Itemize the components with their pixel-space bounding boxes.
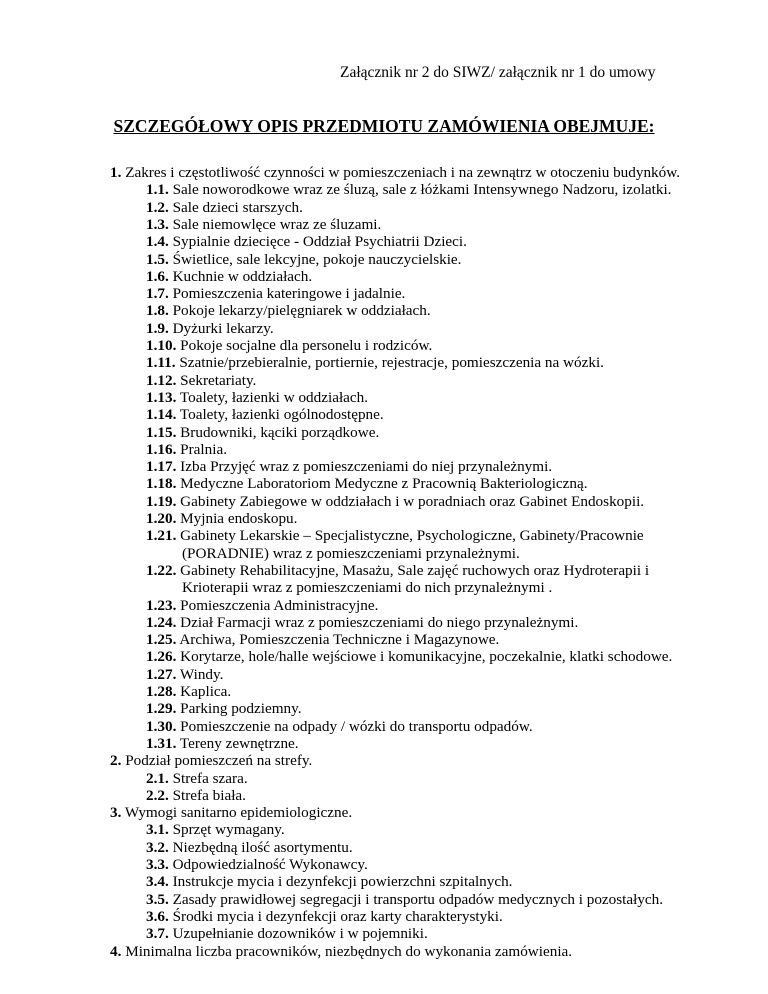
subsection-item: 1.14. Toalety, łazienki ogólnodostępne. xyxy=(146,406,384,424)
subsection-item: 1.12. Sekretariaty. xyxy=(146,371,257,389)
subsection-item: 3.4. Instrukcje mycia i dezynfekcji powierzchni szpitalnych. xyxy=(146,873,513,891)
subsection-item: 1.3. Sale niemowlęce wraz ze śluzami. xyxy=(146,215,382,233)
subsection-item: 1.11. Szatnie/przebieralnie, portiernie, rejestracje, pomieszczenia na wózki. xyxy=(146,354,604,372)
subsection-item: 3.6. Środki mycia i dezynfekcji oraz karty charakterystyki. xyxy=(146,907,503,925)
subsection-item: 1.22. Gabinety Rehabilitacyjne, Masażu, Sale zajęć ruchowych oraz Hydroterapii i xyxy=(146,561,650,579)
subsection-item: 1.25. Archiwa, Pomieszczenia Techniczne i Magazynowe. xyxy=(146,631,500,649)
section-item: 2. Podział pomieszczeń na strefy. xyxy=(110,752,313,770)
subsection-item: 1.8. Pokoje lekarzy/pielęgniarek w oddziałach. xyxy=(146,302,431,320)
subsection-item: 1.28. Kaplica. xyxy=(146,683,232,700)
page-title: SZCZEGÓŁOWY OPIS PRZEDMIOTU ZAMÓWIENIA OBEJMUJE: xyxy=(113,116,655,136)
subsection-item: 1.2. Sale dzieci starszych. xyxy=(146,198,303,216)
subsection-item: 1.30. Pomieszczenie na odpady / wózki do transportu odpadów. xyxy=(146,717,533,735)
subsection-item: 1.16. Pralnia. xyxy=(146,440,227,458)
subsection-item: 1.20. Myjnia endoskopu. xyxy=(146,510,298,527)
subsection-item: 2.2. Strefa biała. xyxy=(146,786,246,804)
subsection-item: 1.17. Izba Przyjęć wraz z pomieszczeniami do niej przynależnymi. xyxy=(146,458,553,476)
subsection-item: 1.10. Pokoje socjalne dla personelu i rodziców. xyxy=(146,337,433,354)
subsection-continuation: Krioterapii wraz z pomieszczeniami do nich przynależnymi . xyxy=(182,579,553,597)
subsection-item: 1.7. Pomieszczenia kateringowe i jadalnie. xyxy=(146,285,406,303)
subsection-item: 1.6. Kuchnie w oddziałach. xyxy=(146,267,313,285)
subsection-item: 1.29. Parking podziemny. xyxy=(146,700,302,718)
subsection-item: 3.7. Uzupełnianie dozowników i w pojemniki. xyxy=(146,925,428,943)
subsection-item: 1.21. Gabinety Lekarskie – Specjalistyczne, Psychologiczne, Gabinety/Pracownie xyxy=(146,527,644,545)
subsection-item: 3.2. Niezbędną ilość asortymentu. xyxy=(146,838,353,856)
subsection-item: 1.9. Dyżurki lekarzy. xyxy=(146,319,274,337)
subsection-item: 1.31. Tereny zewnętrzne. xyxy=(146,734,299,752)
subsection-item: 1.24. Dział Farmacji wraz z pomieszczeniami do niego przynależnymi. xyxy=(146,613,579,631)
subsection-item: 1.19. Gabinety Zabiegowe w oddziałach i w poradniach oraz Gabinet Endoskopii. xyxy=(146,492,645,510)
subsection-continuation: (PORADNIE) wraz z pomieszczeniami przynależnymi. xyxy=(182,544,520,562)
subsection-item: 1.27. Windy. xyxy=(146,665,224,683)
subsection-item: 1.23. Pomieszczenia Administracyjne. xyxy=(146,596,379,614)
attachment-note: Załącznik nr 2 do SIWZ/ załącznik nr 1 do umowy xyxy=(340,64,656,81)
subsection-item: 1.26. Korytarze, hole/halle wejściowe i komunikacyjne, poczekalnie, klatki schodowe. xyxy=(146,648,673,666)
subsection-item: 3.5. Zasady prawidłowej segregacji i transportu odpadów medycznych i pozostałych. xyxy=(146,890,664,908)
subsection-item: 2.1. Strefa szara. xyxy=(146,769,248,787)
section-item: 4. Minimalna liczba pracowników, niezbędnych do wykonania zamówienia. xyxy=(110,942,573,960)
subsection-item: 1.18. Medyczne Laboratoriom Medyczne z Pracownią Bakteriologiczną. xyxy=(146,475,588,493)
subsection-item: 1.5. Świetlice, sale lekcyjne, pokoje nauczycielskie. xyxy=(146,250,462,268)
subsection-item: 3.1. Sprzęt wymagany. xyxy=(146,821,285,839)
subsection-item: 3.3. Odpowiedzialność Wykonawcy. xyxy=(146,856,368,873)
subsection-item: 1.15. Brudowniki, kąciki porządkowe. xyxy=(146,423,380,441)
subsection-item: 1.1. Sale noworodkowe wraz ze śluzą, sale z łóżkami Intensywnego Nadzoru, izolatki. xyxy=(146,181,672,199)
section-item: 3. Wymogi sanitarno epidemiologiczne. xyxy=(110,804,353,822)
section-item: 1. Zakres i częstotliwość czynności w pomieszczeniach i na zewnątrz w otoczeniu budynków. xyxy=(110,164,681,181)
subsection-item: 1.4. Sypialnie dziecięce - Oddział Psychiatrii Dzieci. xyxy=(146,233,467,251)
subsection-item: 1.13. Toalety, łazienki w oddziałach. xyxy=(146,388,369,406)
